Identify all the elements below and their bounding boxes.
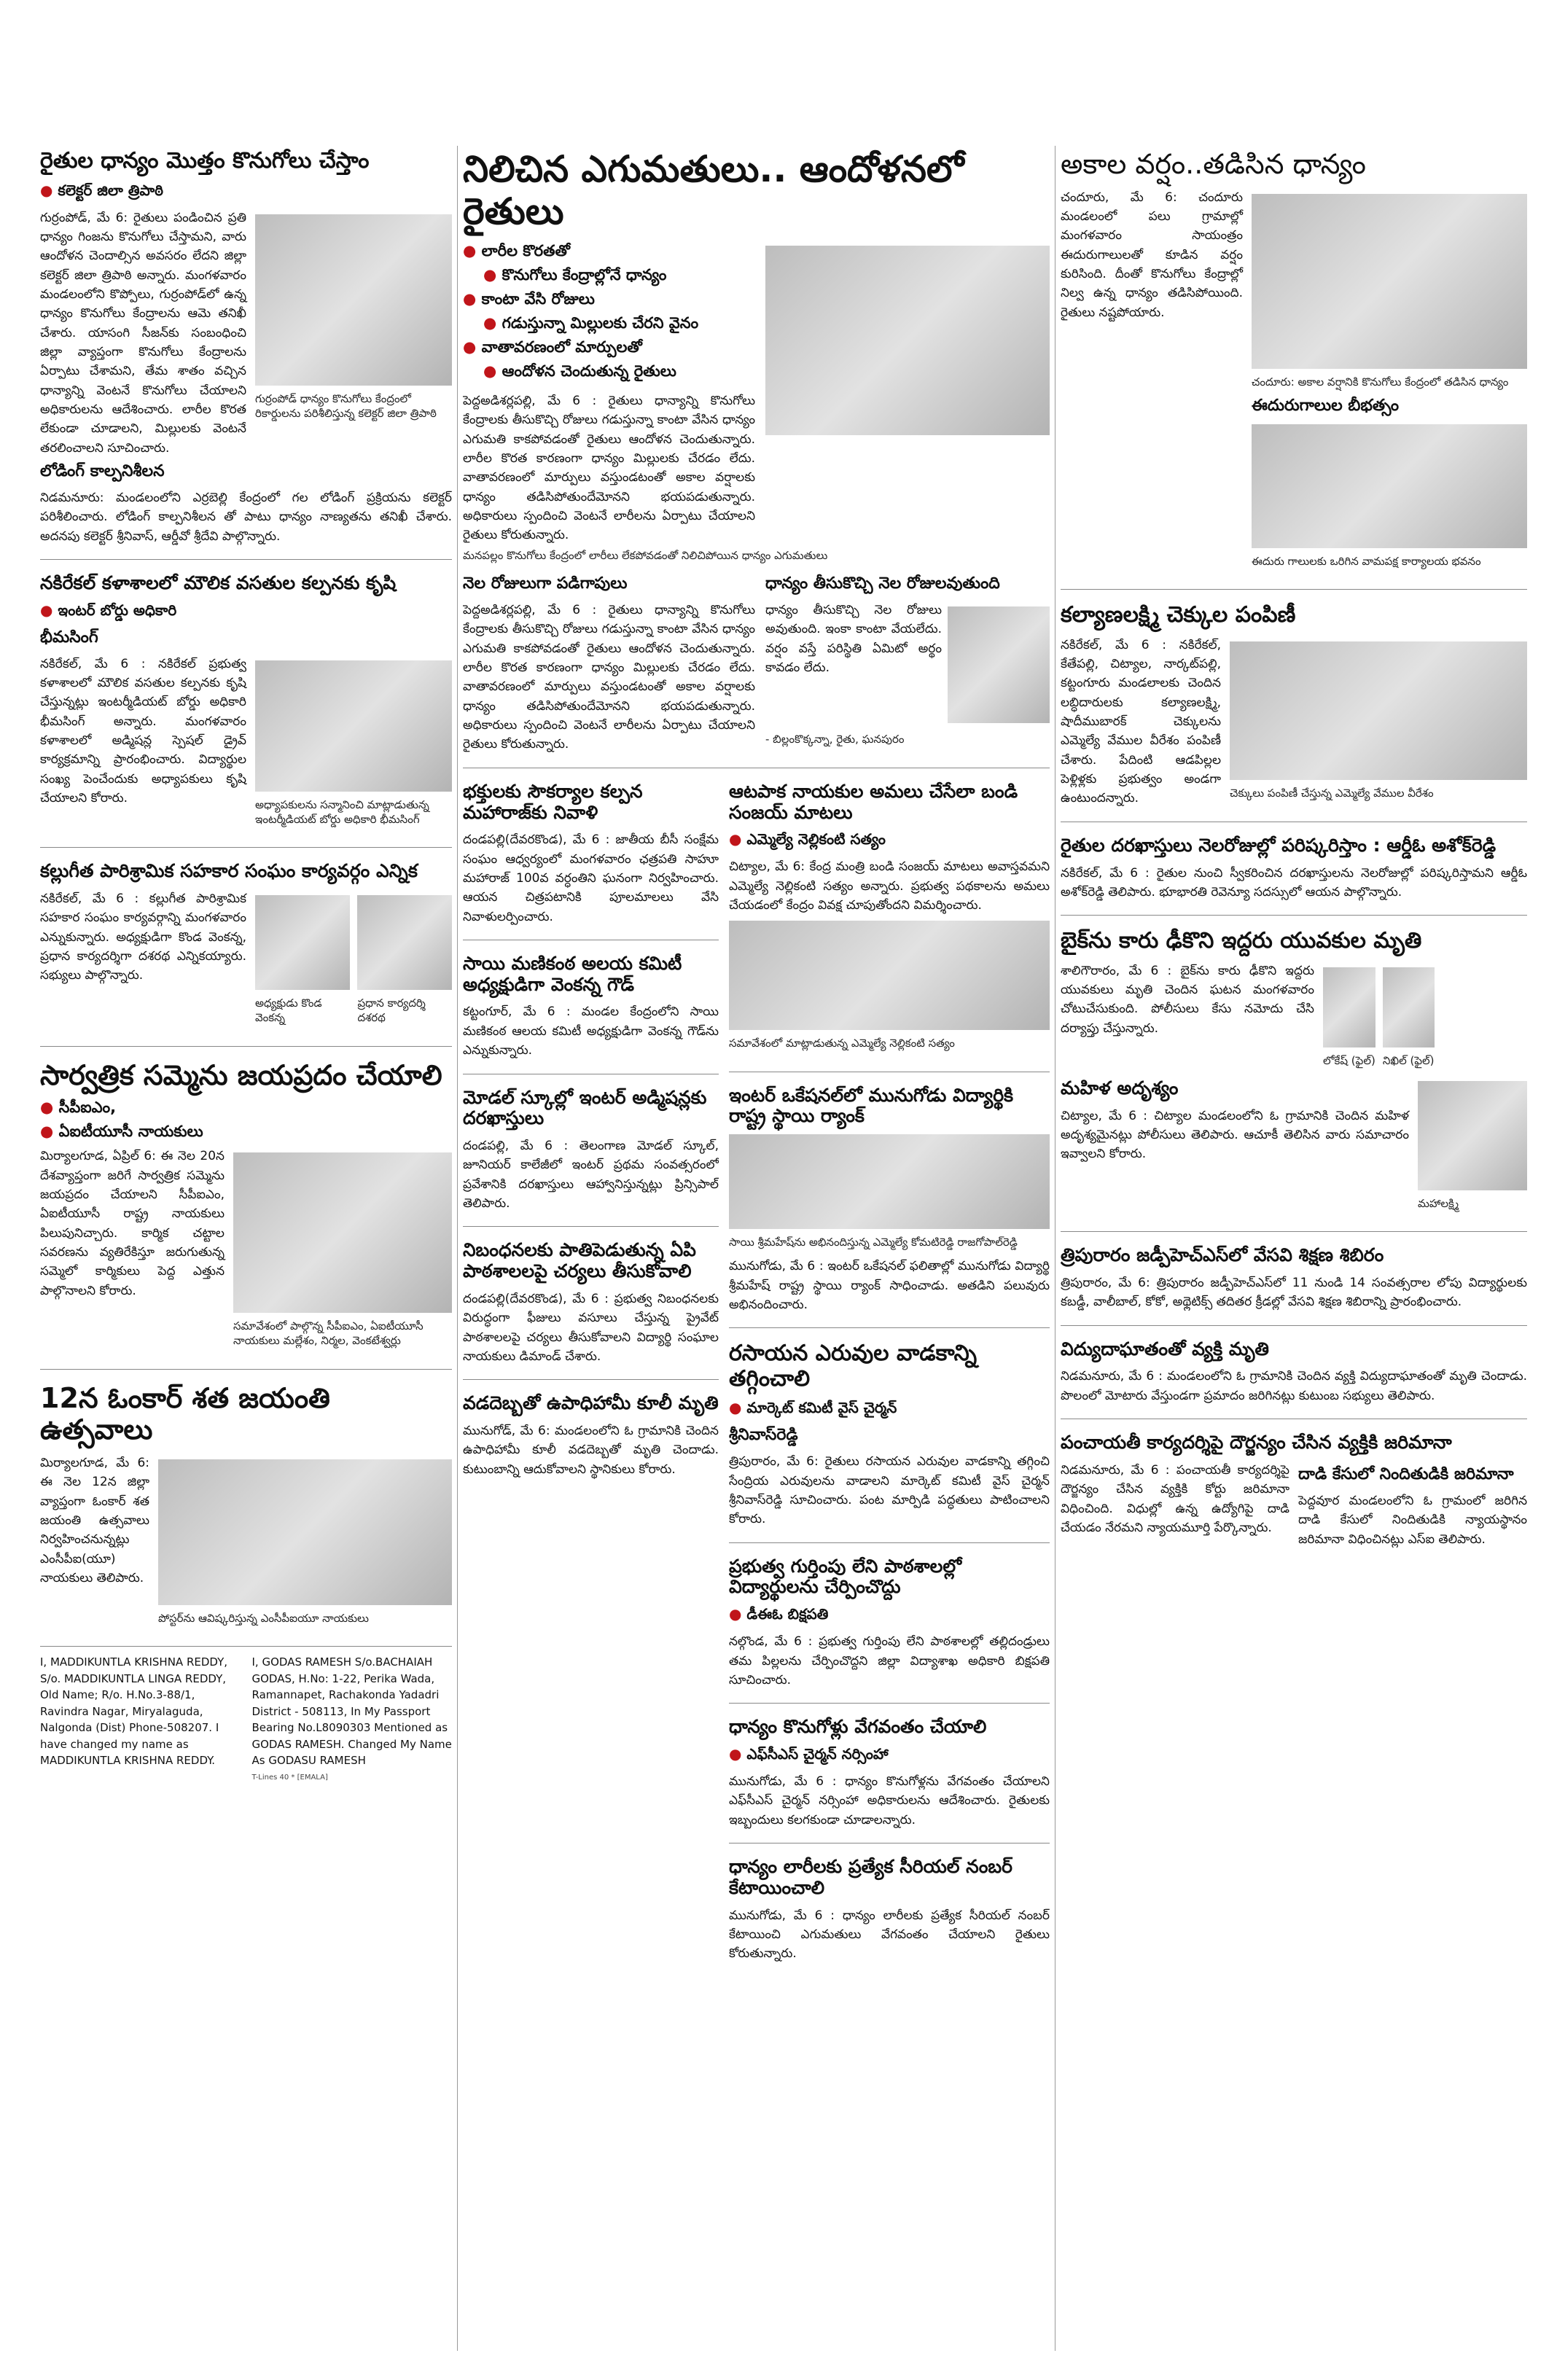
article-inter-rank [729, 1082, 1050, 1315]
subhead: నెల రోజులుగా పడిగాపులు [463, 574, 628, 593]
notice: I, GODAS RAMESH S/o.BACHAIAH GODAS, H.No: 1-22, Perika Wada, Ramannapet, Rachakonda Yadadri District - 508113, In My Passport Bearing No.L8090303 Mentioned as GODAS RAMESH. Changed My Name As GODASU RAMESH [251, 1655, 452, 1768]
article-sahu-maharaj [463, 779, 719, 926]
article-heatstroke [463, 1390, 719, 1479]
article-toddy-society [40, 858, 452, 1032]
headline: నిబంధనలకు పాతిపెడుతున్న ఏపి పాఠశాలలపై చర్యలు తీసుకోవాలి [463, 1239, 696, 1282]
subhead: శ్రీనివాస్‌రెడ్డి [729, 1426, 798, 1445]
article-temple-committee [463, 951, 719, 1061]
photo-caption: సమావేశంలో మాట్లాడుతున్న ఎమ్మెల్యే నెల్లికంటి సత్యం [729, 1037, 955, 1050]
article-body: మిర్యాలగూడ, మే 6: ఈ నెల 12న జిల్లా వ్యాప్తంగా ఓంకార్ శత జయంతి ఉత్సవాలు నిర్వహించనున్నట్లు ఎంసీపీఐ(యూ) నాయకులు తెలిపారు. [40, 1456, 149, 1586]
article-body: మునుగోడు, మే 6 : ధాన్యం లారీలకు ప్రత్యేక సీరియల్ నంబర్ కేటాయించి ఎగుమతులు వేగవంతం చేయాలని రైతులు కోరుతున్నారు. [729, 1908, 1050, 1962]
article-unrecognised-schools [729, 1553, 1050, 1690]
name-change-notices [40, 1646, 452, 1783]
article-untimely-rain [1061, 146, 1527, 576]
headline: కల్యాణలక్ష్మి చెక్కుల పంపిణీ [1061, 602, 1296, 628]
article-lead-exports-halted [463, 146, 1050, 754]
photo [1323, 967, 1375, 1047]
article-body: త్రిపురారం, మే 6: రైతులు రసాయన ఎరువుల వాడకాన్ని తగ్గించి సేంద్రియ ఎరువులను వాడాలని మార్కెట్ కమిటీ వైస్ చైర్మన్ శ్రీనివాస్‌రెడ్డి సూచించారు. పంట మార్పిడి పద్ధతులు పాటించాలని కోరారు. [729, 1454, 1050, 1527]
article-body: చిట్యాల, మే 6: కేంద్ర మంత్రి బండి సంజయ్ మాటలు అవాస్తవమని ఎమ్మెల్యే నెల్లికంటి సత్యం అన్నారు. ప్రభుత్వ పథకాలను అమలు చేయడంలో కేంద్రం వివక్ష చూపుతోందని విమర్శించారు. [729, 859, 1050, 913]
bullet: ● ఏఐటీయూసీ నాయకులు [40, 1123, 452, 1144]
bullet: ● సీపీఐఎం, [40, 1099, 452, 1120]
bullet: ● కాంటా వేసి రోజులు [463, 290, 755, 312]
article-omkar-centenary [40, 1380, 452, 1634]
article-college-facilities [40, 570, 452, 834]
headline: నకిరేకల్ కళాశాలలో మౌలిక వసతుల కల్పనకు కృషి [40, 572, 397, 593]
photo [1252, 424, 1527, 548]
headline: ప్రభుత్వ గుర్తింపు లేని పాఠశాలల్లో విద్యార్థులను చేర్పించొద్దు [729, 1555, 962, 1598]
byline: ● ఇంటర్ బోర్డు అధికారి [40, 601, 452, 623]
article-body: పెద్దఅడిశర్లపల్లి, మే 6 : రైతులు ధాన్యాన్ని కొనుగోలు కేంద్రాలకు తీసుకొచ్చి రోజులు గడుస్తున్నా కాంటా వేసిన ధాన్యం ఎగుమతి కాకపోవడంతో రైతులు ఆందోళన చెందుతున్నారు. లారీల కొరత కారణంగా ధాన్యం మిల్లులకు చేరడం లేదు. వాతావరణంలో మార్పులు వస్తుండటంతో అకాల వర్షాలకు ధాన్యం తడిసిపోతుందేమోనని భయపడుతున్నారు. అధికారులు స్పందించి వెంటనే లారీలను ఏర్పాటు చేయాలని రైతులు కోరుతున్నారు. [463, 603, 755, 752]
photo [158, 1459, 452, 1605]
article-body: నిడమనూరు, మే 6 : మండలంలోని ఓ గ్రామానికి చెందిన వ్యక్తి విద్యుదాఘాతంతో మృతి చెందాడు. పొలంలో మోటారు వేస్తుండగా ప్రమాదం జరిగినట్లు కుటుంబ సభ్యులు తెలిపారు. [1061, 1369, 1527, 1403]
subhead: ధాన్యం తీసుకొచ్చి నెల రోజులవుతుంది [765, 574, 1000, 593]
article-private-schools [463, 1237, 719, 1366]
article-body: దండపల్లి(దేవరకొండ), మే 6 : జాతీయ బీసీ సంక్షేమ సంఘం ఆధ్వర్యంలో మంగళవారం ఛత్రపతి సాహూ మహారాజ్ 100వ వర్ధంతిని ఘనంగా నిర్వహించారు. ఆయన చిత్రపటానికి పూలమాలలు వేసి నివాళులర్పించారు. [463, 832, 719, 924]
byline: ● మార్కెట్ కమిటీ వైస్ చైర్మన్ [729, 1399, 1050, 1420]
headline: రసాయన ఎరువుల వాడకాన్ని తగ్గించాలి [729, 1341, 977, 1392]
right-column [1061, 146, 1527, 2351]
article-body: త్రిపురారం, మే 6: త్రిపురారం జడ్పీహెచ్ఎస్‌లో 11 నుండి 14 సంవత్సరాల లోపు విద్యార్థులకు కబడ్డీ, వాలీబాల్, కోకో, అథ్లెటిక్స్‌ తదితర క్రీడల్లో వేసవి శిక్షణ శిబిరాన్ని ప్రారంభించారు. [1061, 1275, 1527, 1310]
imprint: T-Lines 40 * [EMALA] [251, 1773, 328, 1782]
headline: రైతుల దరఖాస్తులు నెలరోజుల్లో పరిష్కరిస్తాం : ఆర్డీఓ అశోక్‌రెడ్డి [1061, 834, 1496, 856]
headline: రైతుల ధాన్యం మొత్తం కొనుగోలు చేస్తాం [40, 148, 370, 173]
article-speed-purchases [729, 1714, 1050, 1830]
subhead: లోడింగ్ కాల్పనిశీలన [40, 461, 165, 480]
article-body: పెద్దఅడిశర్లపల్లి, మే 6 : రైతులు ధాన్యాన్ని కొనుగోలు కేంద్రాలకు తీసుకొచ్చి రోజులు గడుస్తున్నా కాంటా వేసిన ధాన్యం ఎగుమతి కాకపోవడంతో రైతులు ఆందోళన చెందుతున్నారు. లారీల కొరత కారణంగా ధాన్యం మిల్లులకు చేరడం లేదు. వాతావరణంలో మార్పులు వస్తుండటంతో అకాల వర్షాలకు ధాన్యం తడిసిపోతుందేమోనని భయపడుతున్నారు. అధికారులు స్పందించి వెంటనే లారీలను ఏర్పాటు చేయాలని రైతులు కోరుతున్నారు. [463, 394, 755, 543]
headline: సాయి మణికంఠ అలయ కమిటీ అధ్యక్షుడిగా వెంకన్న గౌడ్ [463, 952, 682, 995]
photo [765, 246, 1050, 435]
bullet: ● లారీల కొరతతో [463, 242, 755, 264]
article-electrocution [1061, 1336, 1527, 1405]
article-secretary-assault-fine [1061, 1429, 1527, 1549]
article-rdo-applications [1061, 832, 1527, 902]
article-body: దండపల్లి(దేవరకొండ), మే 6 : ప్రభుత్వ నిబంధనలకు విరుద్ధంగా ఫీజులు వసూలు చేస్తున్న ప్రైవేట్ పాఠశాలలపై చర్యలు తీసుకోవాలని విద్యార్థి సంఘాల నాయకులు డిమాండ్ చేశారు. [463, 1291, 719, 1364]
article-body: నిడమనూరు, మే 6 : పంచాయతీ కార్యదర్శిపై దౌర్జన్యం చేసిన వ్యక్తికి కోర్టు జరిమానా విధించింది. విధుల్లో ఉన్న ఉద్యోగిపై దాడి చేయడం నేరమని న్యాయమూర్తి పేర్కొన్నారు. [1061, 1462, 1289, 1535]
headline: త్రిపురారం జడ్పీహెచ్ఎస్‌లో వేసవి శిక్షణ శిబిరం [1061, 1244, 1384, 1266]
photo [255, 895, 350, 990]
headline: మహిళ అదృశ్యం [1061, 1077, 1179, 1099]
subhead: ఈదురుగాలుల బీభత్సం [1252, 396, 1400, 415]
photo-caption: అధ్యక్షుడు కొండ వెంకన్న [255, 996, 322, 1025]
subhead: దాడి కేసులో నిందితుడికి జరిమానా [1298, 1464, 1514, 1483]
quote-attribution: - బిల్లంకొక్కన్నా, రైతు, ఘనపురం [765, 733, 905, 746]
photo-caption: అధ్యాపకులను సన్మానించి మాట్లాడుతున్న ఇంటర్మీడియట్ బోర్డు అధికారి భీమసింగ్ [255, 797, 429, 826]
photo [1418, 1081, 1527, 1190]
headline: ధాన్యం లారీలకు ప్రత్యేక సీరియల్ నంబర్ కేటాయించాలి [729, 1856, 1012, 1898]
photo-caption: గుర్రంపోడ్ ధాన్యం కొనుగోలు కేంద్రంలో రికార్డులను పరిశీలిస్తున్న కలెక్టర్ జిలా త్రిపాఠి [255, 391, 437, 420]
article-body: మునుగోడు, మే 6 : ఇంటర్ ఒకేషనల్ ఫలితాల్లో మునుగోడు విద్యార్థి శ్రీమహేష్ రాష్ట్ర స్థాయి ర్యాంక్ సాధించాడు. అతడిని పలువురు అభినందించారు. [729, 1259, 1050, 1312]
headline: కల్లుగీత పారిశ్రామిక సహకార సంఘం కార్యవర్గం ఎన్నిక [40, 860, 418, 882]
article-body: గుర్రంపోడ్, మే 6: రైతులు పండించిన ప్రతి ధాన్యం గింజను కొనుగోలు చేస్తామని, వారు ఆందోళన చెందాల్సిన అవసరం లేదని జిల్లా కలెక్టర్ జిలా త్రిపాఠి అన్నారు. మంగళవారం మండలంలోని కొప్పోలు, గుర్రంపోడ్‌లో ఉన్న ధాన్యం కొనుగోలు కేంద్రాలను ఆమె తనిఖీ చేశారు. యాసంగి సీజన్‌కు సంబంధించి జిల్లా వ్యాప్తంగా కొనుగోలు కేంద్రాలను ఏర్పాటు చేశామని, తేమ శాతం వచ్చిన ధాన్యాన్ని వెంటనే కొనుగోలు చేయాలని అధికారులను ఆదేశించారు. లారీల కొరత లేకుండా చూడాలని, మిల్లులకు వెంటనే తరలించాలని సూచించారు. [40, 210, 246, 456]
article-body: నకిరేకల్, మే 6 : నకిరేకల్ ప్రభుత్వ కళాశాలలో మౌలిక వసతుల కల్పనకు కృషి చేస్తున్నట్లు ఇంటర్మీడియట్ బోర్డు అధికారి భీమసింగ్ అన్నారు. మంగళవారం కళాశాలలో అడ్మిషన్ల స్పెషల్ డ్రైవ్ కార్యక్రమాన్ని ప్రారంభించారు. విద్యార్థుల సంఖ్య పెంచేందుకు అధ్యాపకులు కృషి చేయాలని కోరారు. [40, 656, 246, 806]
photo-caption: చెక్కులు పంపిణీ చేస్తున్న ఎమ్మెల్యే వేముల వీరేశం [1230, 786, 1434, 800]
article-body: చందూరు, మే 6: చందూరు మండలంలో పలు గ్రామాల్లో మంగళవారం సాయంత్రం ఈదురుగాలులతో కూడిన వర్షం కురిసింది. దీంతో కొనుగోలు కేంద్రాల్లో నిల్వ ఉన్న ధాన్యం తడిసిపోయింది. రైతులు నష్టపోయారు. [1061, 190, 1243, 320]
farmer-quote: ధాన్యం తీసుకొచ్చి నెల రోజులు అవుతుంది. ఇంకా కాంటా వేయలేదు. వర్షం వస్తే పరిస్థితి ఏమిటో అర్థం కావడం లేదు. [765, 603, 942, 676]
photo-caption: లోకేష్ (ఫైల్) [1323, 1053, 1375, 1067]
article-body: చిట్యాల, మే 6 : చిట్యాల మండలంలోని ఓ గ్రామానికి చెందిన మహిళ అదృశ్యమైనట్లు పోలీసులు తెలిపారు. ఆచూకీ తెలిసిన వారు సమాచారం ఇవ్వాలని కోరారు. [1061, 1108, 1409, 1162]
headline: విద్యుదాఘాతంతో వ్యక్తి మృతి [1061, 1338, 1269, 1359]
article-lorry-serial [729, 1854, 1050, 1964]
photo-caption: మహాలక్ష్మి [1418, 1196, 1459, 1210]
article-body: నకిరేకల్, మే 6 : కల్లుగీత పారిశ్రామిక సహకార సంఘం కార్యవర్గాన్ని మంగళవారం ఎన్నుకున్నారు. అధ్యక్షుడిగా కొండ వెంకన్న, ప్రధాన కార్యదర్శిగా దశరథ ఎన్నికయ్యారు. సభ్యులు పాల్గొన్నారు. [40, 891, 246, 983]
lead-headline: నిలిచిన ఎగుమతులు.. ఆందోళనలో రైతులు [463, 148, 964, 233]
article-body: కట్టంగూర్, మే 6 : మండల కేంద్రంలోని సాయి మణికంఠ ఆలయ కమిటీ అధ్యక్షుడిగా వెంకన్న గౌడ్‌ను ఎన్నుకున్నారు. [463, 1004, 719, 1058]
photo-caption: చందూరు: అకాల వర్షానికి కొనుగోలు కేంద్రంలో తడిసిన ధాన్యం [1252, 375, 1509, 389]
headline: సార్వత్రిక సమ్మెను జయప్రదం చేయాలి [40, 1058, 442, 1091]
photo [1383, 967, 1435, 1047]
photo [729, 1134, 1050, 1229]
photo-caption: ఈదురు గాలులకు ఒరిగిన వామపక్ష కార్యాలయ భవనం [1252, 554, 1481, 568]
headline: మోడల్ స్కూల్లో ఇంటర్ అడ్మిషన్లకు దరఖాస్తులు [463, 1086, 707, 1129]
notice: I, MADDIKUNTLA KRISHNA REDDY, S/o. MADDIKUNTLA LINGA REDDY, Old Name; R/o. H.No.3-88/1, Ravindra Nagar, Miryalaguda, Nalgonda (Dist) Phone-508207. I have changed my name as MADDIKUNTLA KRISHNA REDDY. [40, 1655, 228, 1768]
byline: ● డీఈఓ బిక్షపతి [729, 1605, 1050, 1626]
article-body: నకిరేకల్, మే 6 : నకిరేకల్, కేతేపల్లి, చిట్యాల, నార్కట్‌పల్లి, కట్టంగూరు మండలాలకు చెందిన లబ్ధిదారులకు కల్యాణలక్ష్మి, షాదీముబారక్ చెక్కులను ఎమ్మెల్యే వేముల వీరేశం పంపిణీ చేశారు. పేదింటి ఆడపిల్లల పెళ్లిళ్లకు ప్రభుత్వం అండగా ఉంటుందన్నారు. [1061, 637, 1221, 806]
article-body: దండపల్లి, మే 6 : తెలంగాణ మోడల్ స్కూల్, జూనియర్ కాలేజీలో ఇంటర్ ప్రథమ సంవత్సరంలో ప్రవేశానికి దరఖాస్తులు ఆహ్వానిస్తున్నట్లు ప్రిన్సిపాల్ తెలిపారు. [463, 1139, 719, 1212]
middle-column [463, 146, 1050, 2351]
article-chemical-fertilizers [729, 1338, 1050, 1529]
bullet: ● కొనుగోలు కేంద్రాల్లోనే ధాన్యం [463, 266, 755, 288]
bullet: ● గడుస్తున్నా మిల్లులకు చేరని వైనం [463, 314, 755, 336]
headline: 12న ఓంకార్ శత జయంతి ఉత్సవాలు [40, 1381, 330, 1446]
headline: భక్తులకు సౌకర్యాల కల్పన మహారాజ్‌కు నివాళి [463, 780, 643, 823]
subhead: భీమసింగ్ [40, 628, 98, 647]
headline: వడదెబ్బతో ఉపాధిహామీ కూలీ మృతి [463, 1392, 719, 1414]
article-summer-camp [1061, 1242, 1527, 1311]
article-body: మిర్యాలగూడ, ఏప్రిల్ 6: ఈ నెల 20న దేశవ్యాప్తంగా జరిగే సార్వత్రిక సమ్మెను జయప్రదం చేయాలని సీపీఐఎం, ఏఐటీయూసీ రాష్ట్ర నాయకులు పిలుపునిచ్చారు. కార్మిక చట్టాల సవరణను వ్యతిరేకిస్తూ జరుగుతున్న సమ్మెలో కార్మికులు పెద్ద ఎత్తున పాల్గొనాలని కోరారు. [40, 1149, 225, 1298]
article-body: శాలిగౌరారం, మే 6 : బైక్‌ను కారు ఢీకొని ఇద్దరు యువకులు మృతి చెందిన ఘటన మంగళవారం చోటుచేసుకుంది. పోలీసులు కేసు నమోదు చేసి దర్యాప్తు చేస్తున్నారు. [1061, 963, 1314, 1036]
article-model-school [463, 1085, 719, 1214]
left-column [40, 146, 452, 2351]
photo [255, 214, 452, 386]
article-grain-purchase [40, 146, 452, 546]
photo [233, 1152, 452, 1313]
photo-caption: మనపల్లం కొనుగోలు కేంద్రంలో లారీలు లేకపోవడంతో నిలిచిపోయిన ధాన్యం ఎగుమతులు [463, 548, 828, 562]
photo-caption: నిఖిల్ (ఫైల్) [1382, 1053, 1435, 1067]
headline: బైక్‌ను కారు ఢీకొని ఇద్దరు యువకుల మృతి [1061, 928, 1422, 954]
article-body: నల్గొండ, మే 6 : ప్రభుత్వ గుర్తింపు లేని పాఠశాలల్లో తల్లిదండ్రులు తమ పిల్లలను చేర్పించొద్దని జిల్లా విద్యాశాఖ అధికారి బిక్షపతి సూచించారు. [729, 1634, 1050, 1688]
bullet: ● ఆందోళన చెందుతున్న రైతులు [463, 362, 755, 384]
article-body: మునుగోడు, మే 6 : ధాన్యం కొనుగోళ్లను వేగవంతం చేయాలని ఎఫ్‌సీఎస్ చైర్మన్ నర్సింహా అధికారులను ఆదేశించారు. రైతులకు ఇబ్బందులు కలగకుండా చూడాలన్నారు. [729, 1774, 1050, 1827]
headline: ఆటపాక నాయకుల అమలు చేసేలా బండి సంజయ్ మాటలు [729, 780, 1018, 823]
photo [357, 895, 452, 990]
headline: ఇంటర్ ఒకేషనల్‌లో మునుగోడు విద్యార్థికి రాష్ట్ర స్థాయి ర్యాంక్ [729, 1084, 1014, 1127]
headline: అకాల వర్షం..తడిసిన ధాన్యం [1061, 148, 1366, 180]
photo [948, 606, 1050, 723]
photo [255, 660, 452, 792]
photo [1230, 641, 1527, 780]
byline: ● కలెక్టర్ జిలా త్రిపాఠి [40, 182, 452, 203]
photo [729, 921, 1050, 1030]
headline: పంచాయతీ కార్యదర్శిపై దౌర్జన్యం చేసిన వ్యక్తికి జరిమానా [1061, 1432, 1452, 1454]
column-divider [457, 146, 458, 2351]
article-bike-accident [1061, 926, 1527, 1218]
article-bandi-sanjay [729, 779, 1050, 1058]
byline: ● ఎఫ్‌సీఎస్ చైర్మన్ నర్సింహా [729, 1745, 1050, 1766]
article-body: మునుగోడ్, మే 6: మండలంలోని ఓ గ్రామానికి చెందిన ఉపాధిహామీ కూలీ వడదెబ్బతో మృతి చెందాడు. కుటుంబాన్ని ఆదుకోవాలని స్థానికులు కోరారు. [463, 1424, 719, 1477]
photo [1252, 194, 1527, 369]
bullet: ● వాతావరణంలో మార్పులతో [463, 338, 755, 360]
article-general-strike [40, 1057, 452, 1356]
photo-caption: సమావేశంలో పాల్గొన్న సీపీఐఎం, ఏఐటీయూసీ నాయకులు మల్లేశం, నిర్మల, వెంకటేశ్వర్లు [233, 1319, 424, 1348]
headline: ధాన్యం కొనుగోళ్లు వేగవంతం చేయాలి [729, 1716, 987, 1738]
article-body: నకిరేకల్, మే 6 : రైతుల నుంచి స్వీకరించిన దరఖాస్తులను నెలరోజుల్లో పరిష్కరిస్తామని ఆర్డీఓ అశోక్‌రెడ్డి తెలిపారు. భూభారతి రెవెన్యూ సదస్సులో ఆయన పాల్గొన్నారు. [1061, 865, 1527, 900]
byline: ● ఎమ్మెల్యే నెల్లికంటి సత్యం [729, 830, 1050, 851]
article-body: నిడమనూరు: మండలంలోని ఎర్రబెల్లి కేంద్రంలో గల లోడింగ్ ప్రక్రియను కలెక్టర్ పరిశీలించారు. లోడింగ్ కాల్పనిశీలన తో పాటు ధాన్యం నాణ్యతను తనిఖీ చేశారు. అదనపు కలెక్టర్ శ్రీనివాస్, ఆర్డీవో శ్రీదేవి పాల్గొన్నారు. [40, 490, 452, 544]
article-body: పెద్దవూర మండలంలోని ఓ గ్రామంలో జరిగిన దాడి కేసులో నిందితుడికి న్యాయస్థానం జరిమానా విధించినట్లు ఎస్ఐ తెలిపారు. [1298, 1493, 1527, 1547]
photo-caption: సాయి శ్రీమహేష్‌ను అభినందిస్తున్న ఎమ్మెల్యే కోమటిరెడ్డి రాజగోపాల్‌రెడ్డి [729, 1236, 1018, 1249]
photo-caption: పోస్టర్‌ను ఆవిష్కరిస్తున్న ఎంసీపీఐయూ నాయకులు [158, 1612, 369, 1626]
photo-caption: ప్రధాన కార్యదర్శి దశరథ [357, 996, 426, 1025]
article-kalyana-lakshmi [1061, 600, 1527, 808]
